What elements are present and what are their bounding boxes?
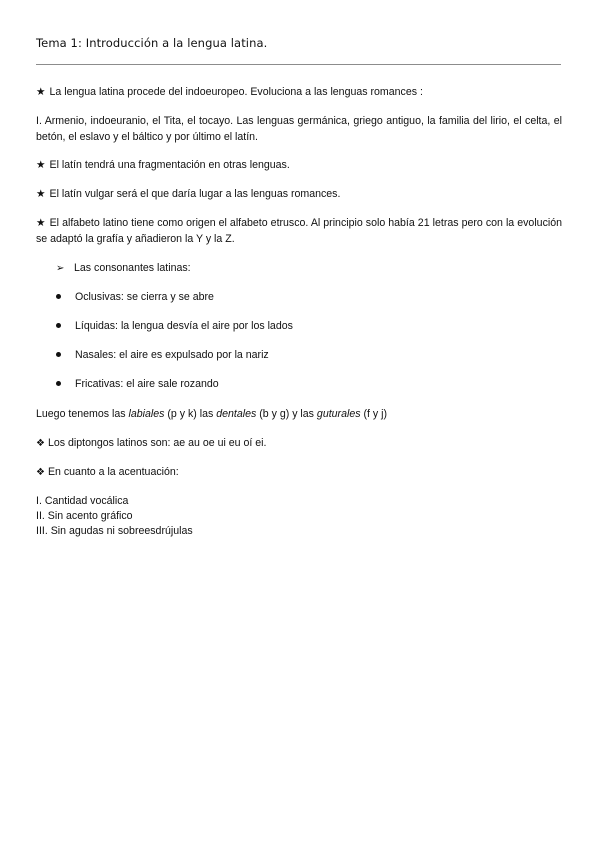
- paragraph-languages: I. Armenio, indoeuranio, el Tita, el tocayo. Las lenguas germánica, griego antiguo, la familia del lirio, el celta, el betón, el eslavo y el báltico y por último el latín.: [36, 115, 562, 143]
- list-item-label: Nasales: el aire es expulsado por la nariz: [75, 349, 269, 361]
- accent-list-item: III. Sin agudas ni sobreesdrújulas: [36, 525, 193, 537]
- bullet-icon: [56, 323, 61, 328]
- list-item: [56, 318, 293, 334]
- bullet-icon: [56, 381, 61, 386]
- paragraph-diphthongs: ❖ Los diptongos latinos son: ae au oe ui eu oí ei.: [36, 435, 562, 452]
- accent-list-item: I. Cantidad vocálica: [36, 495, 129, 507]
- list-item-label: Oclusivas: se cierra y se abre: [75, 291, 214, 303]
- paragraph-alphabet: ★ El alfabeto latino tiene como origen el alfabeto etrusco. Al principio solo había 21 letras pero con la evolución se adaptó la grafía y añadieron la Y y la Z.: [36, 215, 562, 247]
- consonants-heading-label: Las consonantes latinas:: [74, 262, 191, 274]
- groups-pre: Luego tenemos las: [36, 408, 129, 420]
- header-divider: [36, 64, 561, 65]
- page-title: Tema 1: Introducción a la lengua latina.: [36, 36, 268, 50]
- dentales-examples: (b y g) y las: [256, 408, 317, 420]
- labiales-term: labiales: [128, 408, 165, 420]
- paragraph-vulgar-latin: ★ El latín vulgar será el que daría lugar a las lenguas romances.: [36, 186, 562, 202]
- guturales-examples: (f y j): [360, 408, 387, 420]
- list-item: [56, 289, 214, 305]
- arrow-icon: ➢: [56, 263, 65, 274]
- paragraph-groups: [36, 406, 562, 422]
- guturales-term: guturales: [316, 408, 361, 420]
- bullet-icon: [56, 294, 61, 299]
- list-item: [56, 376, 219, 392]
- consonants-heading: [56, 260, 191, 277]
- paragraph-origin: ★ La lengua latina procede del indoeuropeo. Evoluciona a las lenguas romances :: [36, 84, 562, 100]
- list-item-label: Fricativas: el aire sale rozando: [75, 378, 219, 390]
- list-item-label: Líquidas: la lengua desvía el aire por los lados: [75, 320, 293, 332]
- accent-list-item: II. Sin acento gráfico: [36, 510, 133, 522]
- list-item: [56, 347, 269, 363]
- dentales-term: dentales: [216, 408, 257, 420]
- bullet-icon: [56, 352, 61, 357]
- paragraph-fragmentation: ★ El latín tendrá una fragmentación en otras lenguas.: [36, 157, 562, 173]
- accent-heading: ❖ En cuanto a la acentuación:: [36, 464, 562, 481]
- labiales-examples: (p y k) las: [164, 408, 217, 420]
